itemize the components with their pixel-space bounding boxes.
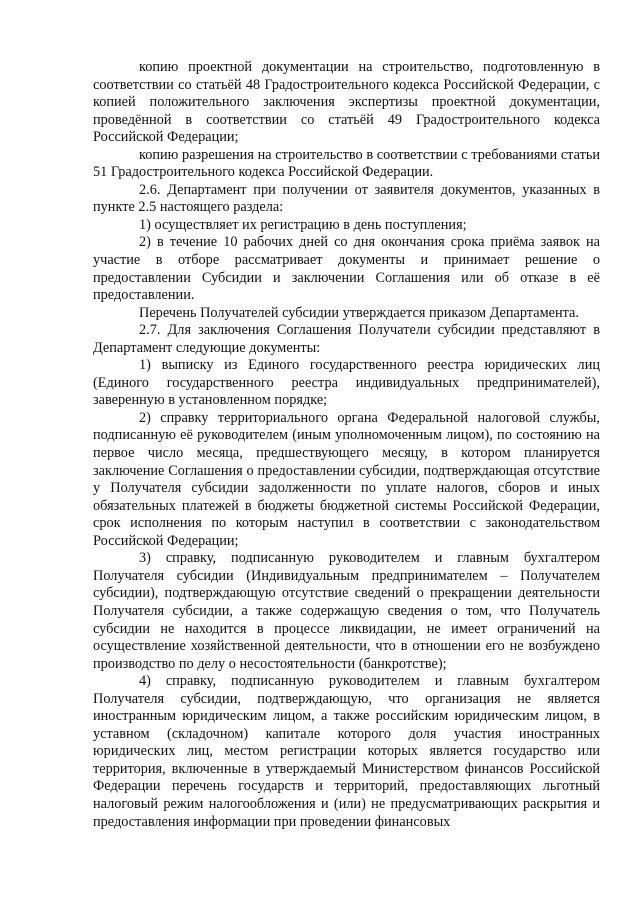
paragraph-project-documentation: копию проектной документации на строительство, подготовленную в соответствии со статьёй 48 Градостроительного кодекса Российской Федерации, с копией положительного заключения экспертизы проектной документации, проведённой в соответствии со статьёй 49 Градостроительного кодекса Российской Федерации; bbox=[93, 59, 600, 146]
document-body bbox=[93, 59, 600, 831]
paragraph-2-6: 2.6. Департамент при получении от заявителя документов, указанных в пункте 2.5 настоящего раздела: bbox=[93, 181, 600, 216]
paragraph-2-6-item-1: 1) осуществляет их регистрацию в день поступления; bbox=[139, 216, 467, 233]
paragraph-2-7-item-3: 3) справку, подписанную руководителем и главным бухгалтером Получателя субсидии (Индивидуальным предпринимателем – Получателем субсидии), подтверждающую отсутствие сведений о прекращении деятельности Получателя субсидии, а также содержащую сведения о том, что Получатель субсидии не находится в процессе ликвидации, не имеет ограничений на осуществление хозяйственной деятельности, что в отношении его не возбуждено производство по делу о несостоятельности (банкротстве); bbox=[93, 550, 600, 672]
paragraph-recipients-list: Перечень Получателей субсидии утверждается приказом Департамента. bbox=[139, 304, 579, 321]
paragraph-2-6-item-2: 2) в течение 10 рабочих дней со дня окончания срока приёма заявок на участие в отборе рассматривает документы и принимает решение о предоставлении Субсидии и заключении Соглашения или об отказе в её предоставлении. bbox=[93, 234, 600, 304]
paragraph-2-7: 2.7. Для заключения Соглашения Получатели субсидии представляют в Департамент следующие документы: bbox=[93, 322, 600, 356]
paragraph-2-7-item-4: 4) справку, подписанную руководителем и главным бухгалтером Получателя субсидии, подтверждающую, что организация не является иностранным юридическим лицом, а также российским юридическим лицом, в уставном (складочном) капитале которого доля участия иностранных юридических лиц, местом регистрации которых является государство или территория, включенные в утверждаемый Министерством финансов Российской Федерации перечень государств и территорий, предоставляющих льготный налоговый режим налогообложения и (или) не предусматривающих раскрытия и предоставления информации при проведении финансовых bbox=[93, 673, 600, 830]
paragraph-construction-permit: копию разрешения на строительство в соответствии с требованиями статьи 51 Градостроительного кодекса Российской Федерации. bbox=[93, 146, 600, 181]
paragraph-2-7-item-1: 1) выписку из Единого государственного реестра юридических лиц (Единого государственного реестра индивидуальных предпринимателей), заверенную в установленном порядке; bbox=[93, 357, 600, 409]
paragraph-2-7-item-2: 2) справку территориального органа Федеральной налоговой службы, подписанную её руководителем (иным уполномоченным лицом), по состоянию на первое число месяца, предшествующего месяцу, в котором планируется заключение Соглашения о предоставлении субсидии, подтверждающая отсутствие у Получателя субсидии задолженности по уплате налогов, сборов и иных обязательных платежей в бюджеты бюджетной системы Российской Федерации, срок исполнения по которым наступил в соответствии с законодательством Российской Федерации; bbox=[93, 409, 600, 549]
